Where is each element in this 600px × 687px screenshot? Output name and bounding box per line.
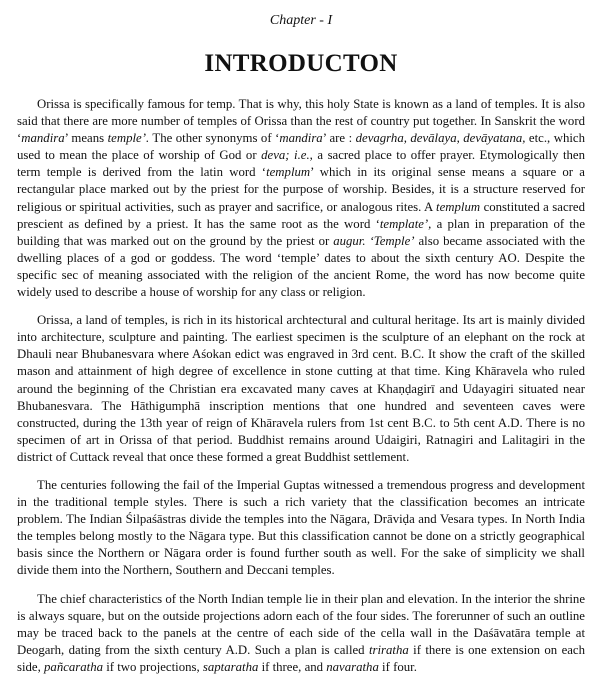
- paragraph-3: The centuries following the fail of the Imperial Guptas witnessed a tremendous progress and development in the traditional temple styles. There is such a rich variety that the classification becomes an intricate problem. The Indian Śilpaśāstras divide the temples into the Nāgara, Drāviḍa and Vesara types. In North India the temples belong mostly to the Nāgara type. But this classification cannot be done on a strictly geographical basis since the Northern or Nāgara order is found further south as well. For the sake of simplicity we shall divide them into the Northern, Southern and Deccani temples.: [17, 477, 585, 578]
- paragraph-4: The chief characteristics of the North Indian temple lie in their plan and elevation. In the interior the shrine is always square, but on the outside projections adorn each of the four sides. The forerunner of such an outline may be traced back to the panels at the centre of each side of the cella wall in the Daśāvatāra temple at Deogarh, dating from the sixth century A.D. Such a plan is called triratha if there is one extension on each side, pañcaratha if two projections, saptaratha if three, and navaratha if four.: [17, 591, 586, 674]
- paragraph-2: Orissa, a land of temples, is rich in its historical archtectural and cultural heritage. Its art is mainly divided into architecture, sculpture and painting. The earliest specimen is the sculpture of an elephant on the rock at Dhauli near Bhubanesvara where Aśokan edict was engraved in 3rd cent. B.C. It show the craft of the skilled mason and attainment of high degree of excellence in stone cutting at that time. King Khāravela who ruled around the beginning of the Christian era excavated many caves at Khaṇḍagirī and Udayagiri situated near Bhubanesvara. The Hāthigumphā inscription mentions that one hundred and seventeen caves were constructed, during the 13th year of reign of Khāravela rulers from 1st cent B.C. to 5th cent A.D. There is no specimen of art in Orissa of that period. Buddhist remains around Udaigiri, Ratnagiri and Lalitagiri in the district of Cuttack reveal that once these formed a great Buddhist settlement.: [17, 313, 585, 464]
- paragraph-1: Orissa is specifically famous for temp. That is why, this holy State is known as a land of temples. It is also said that there are more number of temples of Orissa than the rest of country put together. In Sanskrit the word ‘mandira’ means temple’. The other synonyms of ‘mandira’ are : devagrha, devālaya, devāyatana, etc., which used to mean the place of worship of God or deva; i.e., a sacred place to offer prayer. Etymologically then term temple is derived from the latin word ‘templum’ which in its original sense means a square or a rectangular place marked out by the priest for the purpose of worship. Besides, it is a structure reserved for religious or spiritual activities, such as prayer and sacrifice, or analogous rites. A templum constituted a sacred prescient as defined by a priest. It has the same root as the word ‘template’, a plan in preparation of the building that was marked out on the ground by the priest or augur. ‘Temple’ also became associated with the dwelling places of a god or goddess. The word ‘temple’ dates to about the sixth century AO. Despite the specific sec of meaning associated with the religion of the ancient Rome, the word has now become quite widely used to describe a house of worship for any class or religion.: [17, 97, 586, 300]
- chapter-label: Chapter - I: [269, 13, 333, 28]
- page-title: INTRODUCTON: [204, 50, 398, 77]
